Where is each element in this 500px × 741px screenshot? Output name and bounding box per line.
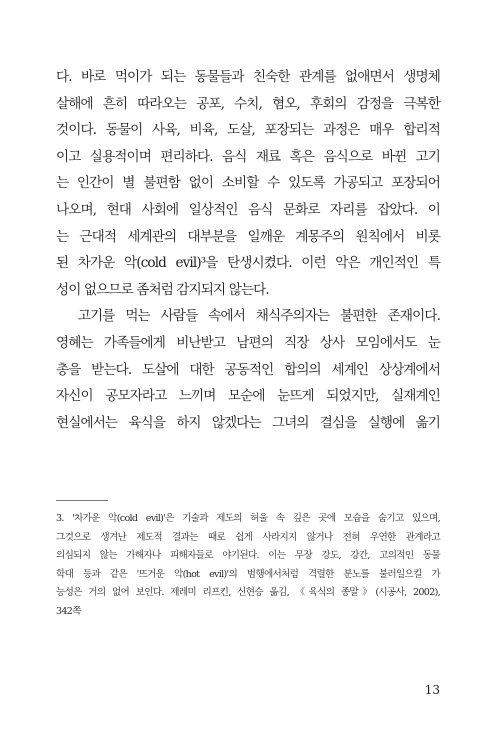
text-line: 총을 받는다. 도살에 대한 공동적인 합의의 세계인 상상계에서	[56, 361, 440, 378]
footnote-line: 그것으로 생겨난 제도적 결과는 때로 쉽게 사라지지 않거나 전혀 우연한 관계라고	[56, 531, 440, 543]
text-line: 이고 실용적이며 편리하다. 음식 재료 혹은 음식으로 바뀐 고기	[56, 148, 440, 165]
footnote-line: 3. '차가운 악(cold evil)'은 기술과 제도의 허울 속 깊은 곳에 모습을 숨기고 있으며,	[56, 513, 440, 524]
page-number: 13	[424, 683, 440, 697]
footnote	[56, 510, 440, 622]
text-line: 자신이 공모자라고 느끼며 모순에 눈뜨게 되었지만, 실재계인	[56, 388, 440, 405]
text-line: 다. 바로 먹이가 되는 동물들과 친숙한 관계를 없애면서 생명체	[56, 69, 440, 85]
footnote-line: 학대 등과 같은 '뜨거운 악(hot evil)'의 범행에서처럼 격렬한 분노를 불러일으킬 가	[56, 568, 440, 580]
footnote-divider	[56, 500, 108, 501]
text-line: 것이다. 동물이 사육, 비육, 도살, 포장되는 과정은 매우 합리적	[56, 122, 440, 139]
text-line: 나오며, 현대 사회에 일상적인 음식 문화로 자리를 잡았다. 이	[56, 201, 440, 218]
footnote-line: 342쪽	[56, 605, 81, 617]
text-line: 고기를 먹는 사람들 속에서 채식주의자는 불편한 존재이다.	[56, 308, 440, 325]
text-line: 성이 없으므로 좀처럼 감지되지 않는다.	[56, 281, 269, 298]
body-text	[56, 64, 440, 436]
footnote-line: 의심되지 않는 가해자나 피해자들로 야기된다. 이는 무장 강도, 강간, 고의적인 동물	[56, 550, 440, 562]
text-line: 는 근대적 세계관의 대부분을 일깨운 계몽주의 원칙에서 비롯	[56, 228, 440, 245]
text-line: 현실에서는 육식을 하지 않겠다는 그녀의 결심을 실행에 옮기	[56, 414, 440, 431]
text-line: 는 인간이 별 불편함 없이 소비할 수 있도록 가공되고 포장되어	[56, 175, 440, 192]
text-line: 살해에 흔히 따라오는 공포, 수치, 혐오, 후회의 감정을 극복한	[56, 95, 440, 112]
footnote-line: 능성은 거의 없어 보인다. 제레미 리프킨, 신현승 옮김, 《육식의 종말》(시공사, 2002),	[56, 587, 440, 599]
text-line: 영혜는 가족들에게 비난받고 남편의 직장 상사 모임에서도 눈	[56, 334, 440, 351]
text-line: 된 차가운 악(cold evil)³을 탄생시켰다. 이런 악은 개인적인 특	[56, 255, 440, 272]
